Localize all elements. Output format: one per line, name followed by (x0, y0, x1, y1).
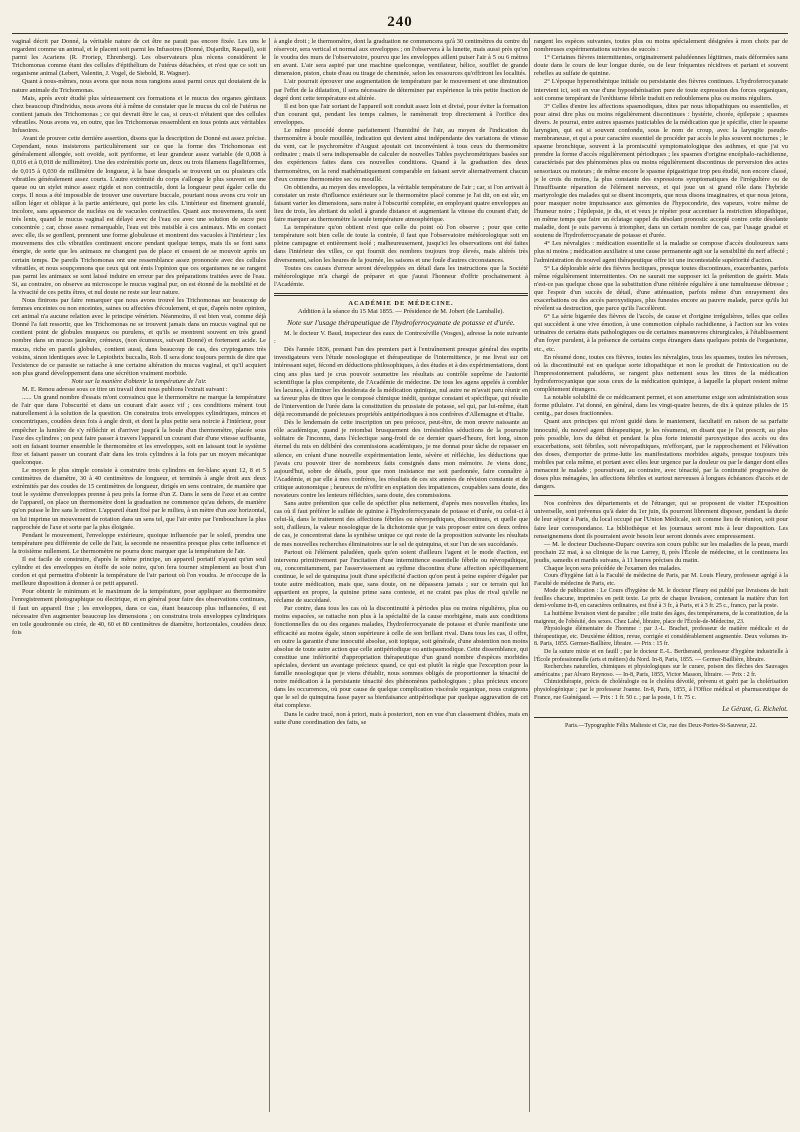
paragraph: L'air pourrait éprouver une augmentation de température par le mouvement et une diminution par l'effet de la dilatation, il sera nécessaire de déterminer par expérience la très petite fraction de degré dont cette température est altérée. (274, 78, 528, 102)
paragraph: vaginal décrit par Donné, la véritable nature de cet être ne parait pas encore fixée. Les uns le regardent comme un animal, et le placent soit parmi les Infusoires (Donné, Dujardin, Raspail), soit parmi les Acariens (R. Froriep, Ehrenberg). Les observateurs plus récens considèrent le Trichomonas comme étant des cellules d'épithélium de l'utérus détachées, et n'est que ce soit un organisme animal (Lebert, Valentin, J. Vogel, de Siebold, R. Wagner). (12, 38, 266, 78)
bibliography-section (534, 573, 788, 702)
paragraph: En résumé donc, toutes ces fièvres, toutes les névralgies, tous les spasmes, toutes les névroses, où la discontinuité est en quelque sorte idiopathique et non le produit de l'intoxication ou de l'impressionnement paludéens, se rangent plus nettement sous les titres de la médication hydroferrocyanique que sous ceux de la médication quinique, à laquelle la plupart restent même complètement étrangers. (534, 353, 788, 394)
paragraph: Le moyen le plus simple consiste à construire trois cylindres en fer-blanc ayant 12, 8 et 5 centimètres de diamètre, 30 à 40 centimètres de longueur, et terminés à angle droit aux deux extrémités par des coudes de 15 centimètres de longueur, dirigés en sens contraire, de manière que tout le système d'enveloppes prenne à peu près la forme d'un Z. Dans le sens de l'axe et au centre de l'appareil, on place un thermomètre dont la graduation ne commence qu'au dehors, de manière qu'on puisse le lire sans le retirer. L'appareil étant fixé par le milieu, à un mètre d'un axe horizontal, on lui imprime un mouvement de rotation dans un sens tel, que l'air entre par l'embouchure la plus rapprochée de l'axe et sorte par la plus éloignée. (12, 466, 266, 531)
paragraph: Chaque leçon sera précédée de l'examen des malades. (544, 565, 682, 572)
column-left (12, 38, 266, 1112)
paragraph: 1° Certaines fièvres intermittentes, originairement paludéennes légitimes, mais déformées sans doute dans le cours de leur longue durée, ou de leur fréquentes récidives et partant et souvent rebelles au sulfate de quinine. (534, 54, 788, 78)
paragraph: M. le docteur V. Baud, inspecteur des eaux de Contrexéville (Vosges), adresse la note suivante : (274, 330, 528, 346)
paragraph: Avant de prouver cette dernière assertion, disons que la description de Donné est assez précise. Cependant, nous insisterons particulièrement sur ce que la forme des Trichomonas est généralement allongée, soit ovoïde, soit pyriforme, et leur grandeur assez variable (de 0,008 à 0,016 et à 0,018 de millimètre). Une des extrémités porte un, deux ou trois filamens flagelliformes, de 0,015 à 0,030 de millimètre de longueur, à la base desquels se trouvent un ou plusieurs cils vibratiles généralement assez courts. L'autre extrémité du corps s'allonge le plus souvent en une queue ou un stylet mince assez rigide et non contractile, dont la longueur peut égaler celle du corps. Il nous a été impossible de trouver une ouverture buccale, pourtant nous avons cru voir un sillon léger et oblique à la partie antérieure, qui porte les cils. L'intérieur est finement granulé, incolore, sans apparence de nucléus ou de vacuoles contractiles. Quant aux mouvemens, ils sont très lents, quand le mucus vaginal est délayé avec de l'eau ou avec une solution de sucre peu concentrée ; car, chose assez remarquable, l'eau est très nuisible à ces animaux. Mis en contact avec elle, ils se gonflent, prennent une forme globuleuse et montrent des vacuoles à l'intérieur ; les mouvemens des cils vibratiles continuent encore pendant quelque temps, mais ils se font sans énergie, de sorte que les animaux ne changent pas de place et cessent de se mouvoir après un certain temps. De pareils Trichomonas ont une ressemblance assez prononcée avec des cellules vibratiles, et nous soupçonnons que ceux qui ont émis l'opinion que ces organismes ne se rangent pas parmi les animaux se sont laissé induire en erreur par des préparations traitées avec de l'eau. Si, au contraire, on observe au microscope le mucus vaginal pur, on est étonné de la mobilité et de la vivacité de ces petits êtres, et nul doute ne reste sur leur nature. (12, 135, 266, 296)
paragraph: 6° La série bigarrée des fièvres de l'accès, de cause et d'origine irrégulières, telles que celles qui succèdent à une vive émotion, à une commotion céphalo rachidienne, à l'action sur les voies urinaires de certains états pathologiques ou de certaines manœuvres chirurgicales, à l'établissement d'un foyer purulent, à la présence de certains corps étrangers dans quelques points de l'organisme, etc., etc. (534, 313, 788, 353)
paragraph: Sans autre prétention que celle de spécifier plus nettement, d'après mes nouvelles études, les cas où il faut préférer le sulfate de quinine à l'hydroferrocyanate de potasse et d'urée, ou celui-ci à celui-là, dans le traitement des affections fébriles ou névropathiques, discontinues, et quelle que soit, d'ailleurs, la valeur nosologique de la dichotomie que je vais proposer entre ces deux ordres de cas, je concentrerai dans la synthèse unique ce qui reste de la proposition suivante les résultats de mes nouvelles recherches éliminatoires sur le sel de quinquina, et sur l'un de ses succédanés. (274, 500, 528, 548)
paragraph: Le même procédé donne parfaitement l'humidité de l'air, au moyen de l'indication du thermomètre à boule mouillée, indication qui devient ainsi indépendante des variations de vitesse du vent, car le psychromètre d'August ajoutait cet inconvénient à tous ceux du thermomètre ordinaire ; mais il sera indispensable de calculer de nouvelles Tables psychrométriques basées sur des expériences faites dans ces nouvelles conditions. Quand à la graduation des deux thermomètres, on la rend mathématiquement comparable en faisant servir alternativement chacun d'eux comme thermomètre sec ou mouillé. (274, 127, 528, 183)
paragraph: Dans le cadre tracé, non à priori, mais à posteriori, non en vue d'un classement d'idées, mais en suite d'une coordination des faits, se (274, 710, 528, 726)
header-rule (12, 33, 788, 34)
session-line: Addition à la séance du 15 Mai 1855. — Présidence de M. Jobert (de Lamballe). (297, 308, 505, 315)
column-middle (274, 38, 528, 1112)
footer-rule (534, 717, 788, 718)
bibliography-entry: La huitième livraison vient de paraître ; elle traite des âges, des tempéramens, de la constitution, de la maigreur, de l'obésité, des sexes. Chez Labé, libraire, place de l'École-de-Médecine, 23. (534, 611, 788, 625)
paragraph: Pendant le mouvement, l'enveloppe extérieure, quoique influencée par le soleil, prendra une température peu différente de celle de l'air, la seconde ne ressentira presque plus cette influence et la troisième nullement. Le thermomètre ne pourra donc marquer que la température de l'air. (12, 531, 266, 555)
paragraph: La température qu'on obtient n'est que celle du point où l'on observe ; pour que cette température soit bien celle de toute la contrée, il faut que l'observatoire météorologique soit en pleine campagne et entièrement isolé ; malheureusement, jusqu'ici les observations ont été faites dans l'intérieur des villes, ce qui fournit des nombres toujours trop élevés, mais altérés très diversement, selon les heures de la journée, les saisons et une foule d'autres circonstances. (274, 224, 528, 264)
bibliography-entry: Mode de publication : Le Cours d'hygiène de M. le docteur Fleury est publié par livraisons de huit feuilles chacune, imprimées en petit texte. Le prix de chaque livraison, contenant la matière d'un fort demi-volume in-8, en caractères ordinaires, est fixé à 3 fr., à Paris, et à 3 fr. 25 c., franco, par la poste. (534, 588, 788, 610)
bibliography-entry: De la suture mixte et en fauill ; par le docteur E.-L. Bertherand, professeur d'hygiène industrielle à l'École professionnelle (arts et métiers) du Nord. In-8, Paris, 1855. — Germer-Baillière, libraire. (534, 649, 788, 663)
paragraph: Mais, après avoir étudié plus sérieusement ces formations et le mucus des organes génitaux chez beaucoup d'individus, nous avons été à même de constater que le mucus du col de l'utérus ne contient jamais des Trichomonas ; ce qui devrait être le cas, si ceux-ci n'étaient que des cellules vibratiles. Nous avons vu, en outre, que les Trichomonas ressemblent en tous points aux véritables Infusoires. (12, 94, 266, 135)
paragraph: 5° La déplorable série des fièvres hectiques, presque toutes discontinues, exacerbantes, parfois même régulièrement intermittentes. On ne saurait me supposer ici la prétention de guérir. Mais n'est-ce pas quelque chose que la substitution d'une réitérée régulière à une tumultueuse détresse ; que l'espoir d'un succès de détail, d'une atténuation, parfois même d'un enrayement des exacerbations ou des accès paroxystiques, plus funestes encore au pauvre malade, parce qu'ils lui révèlent sa destruction, que parce qu'ils l'accélèrent. (534, 264, 788, 313)
paragraph: rangent les espèces suivantes, toutes plus ou moins spécialement désignées à mon choix par de nombreuses expérimentations suivies de succès : (534, 38, 788, 54)
column-right (534, 38, 788, 1112)
paragraph: On obtiendra, au moyen des enveloppes, la véritable température de l'air ; car, si l'on arrivait à constater un reste d'influence extérieure sur le thermomètre placé comme je l'ai dit, on est sûr, en faisant varier les dimensions, sans nuire à l'obscurité complète, en employant quatre enveloppes au lieu de trois, les abritant du soleil à grande distance et augmentant la vitesse du courant d'air, de faire marquer au thermomètre la seule température atmosphérique. (274, 183, 528, 224)
paragraph: La notable solubilité de ce médicament permet, et son amertume exige son administration sous forme pilulaire. J'ai donné, en général, dans les vingt-quatre heures, de dix à quinze pilules de 15 centig., par doses fractionnées. (534, 394, 788, 418)
paragraph: à angle droit ; le thermomètre, dont la graduation ne commencera qu'à 30 centimètres du centre du réservoir, sera vertical et normal aux enveloppes ; on l'observera à la lunette, mais aussi près qu'on le voudra des murs de l'observatoire, pourvu que les enveloppes aillent puiser l'air à 5 ou 6 mètres en avant. L'air sera aspiré par une machine quelconque, ventilateur, hélice, soufflet de grande dimension, piston, chute d'eau ou tirage de cheminée, selon les ressources qu'offriront les localités. (274, 38, 528, 78)
note-title: Note sur l'usage thérapeutique de l'hydroferrocyanate de potasse et d'urée. (287, 318, 515, 328)
section-title: ACADÉMIE DE MÉDECINE. (348, 299, 454, 307)
paragraph: Dès l'année 1836, prenant l'un des premiers part à l'entraînement presque général des esprits investigateurs vers l'étude nosologique et thérapeutique de l'intermittence, je me livrai sur cet intéressant sujet, fécond en déductions philosophiques, à des études et à des expérimentations, dont cinq ans plus tard je crus pouvoir soumettre les résultats au contrôle suprême de l'autorité scientifique la plus compétente, de l'Académie de médecine. De tous les agens appelés à combler les lacunes, à éliminer les desiderata de la médication quinique, nul autre ne m'avait paru réunir en sa faveur plus de titres que le composé chimique inédit, quoique constant et spécifique, qui résulte de l'intervention de l'urée dans la constitution du prussiate de potasse, sel qui, par lui-même, était déjà recommandé de précieuses propriétés antipériodiques à nos confrères d'Allemagne et d'Italie. (274, 346, 528, 419)
paragraph: Pour obtenir le minimum et le maximum de la température, pour appliquer au thermomètre l'enregistrement photographique ou électrique, et en général pour faire des observations continues, il faut un appareil fixe ; les enveloppes, dans ce cas, étant beaucoup plus influencées, il est nécessaire d'en augmenter beaucoup les dimensions ; on construira trois enveloppes cylindriques en toile goudronnée ou cirée, de 40, 60 et 80 centimètres de diamètre, horizontales, coudées deux fois (12, 588, 266, 636)
bibliography-entry: Physiologie élémentaire de l'homme : par J.-L. Brachet, professeur de matière médicale et de thérapeutique, etc. Deuxième édition, revue, corrigée et considérablement augmentée. Deux volumes in-8. Paris, 1855. Germer-Baillière, libraire. — Prix : 15 fr. (534, 626, 788, 648)
paragraph: ...... Un grand nombre d'essais m'ont convaincu que le thermomètre ne marque la température de l'air que dans l'obscurité et dans un courant d'air assez vif ; ces conditions mènent tout naturellement à la solution de la question. On construira trois enveloppes cylindriques, minces et concentriques, coudées deux fois à angle droit, et dont la plus petite sera noircie à l'intérieur, pour empêcher la lumière de s'y réfléchir et d'arriver jusqu'à la boule d'un thermomètre, placée sous l'axe des cylindres ; on peut faire passer à travers l'appareil un courant d'air d'une vitesse suffisante, soit en faisant tourner ensemble le thermomètre et les enveloppes, soit en laissant tout le système fixe et faisant passer un courant d'air dans les trois cylindres à la fois par un moyen mécanique quelconque. (12, 394, 266, 466)
section-rule (274, 293, 528, 296)
paragraph: Par contre, dans tous les cas où la discontinuité à périodes plus ou moins régulières, plus ou moins espacées, se rattache non plus à la spécialité de la cause morbigène, mais aux conditions fonctionnelles du ou des organes malades, l'hydroferrocyanate de potasse et d'urée manifeste une efficacité au moins égale, sinon supérieure à celle de son brillant rival. Dans tous les cas, il offre, en outre la garantie d'une innocuité absolue, soit topique, soit générale, d'une abstention non moins absolue de toute autre action que celle antipériodique ou antispasmodique. Cette dissemblance, qui constitue une infériorité d'appropriation thérapeutique d'un grand nombre d'espèces morbides spéciales, devient un avantage précieux quand, ce qui est plutôt la règle que l'exception pour la famille nosologique que je viens d'établir, nous sommes obligés de proportionner la ténacité de notre médication à la persistante ténacité des phénomènes pathologiques ; plus précieux encore dans les occurrences, où pour cause de quelque complication viscérale organique, nous craignons que le sel de quinquina fasse payer sa bienfaisance antipériodique par quelque aggravation de cet état complexe. (274, 605, 528, 710)
paragraph: M. E. Renou adresse sous ce titre un travail dont nous publions l'extrait suivant : (22, 386, 228, 394)
manager-signature: Le Gérant, G. Richelot. (722, 705, 788, 714)
paragraph: Il est bon que l'air sortant de l'appareil soit conduit assez loin et divisé, pour éviter la formation d'un courant qui, pendant les temps calmes, le ramènerait trop directement à l'orifice des enveloppes. (274, 102, 528, 126)
bibliography-entry: Cours d'hygiène fait à la Faculté de médecine de Paris, par M. Louis Fleury, professeur agrégé à la Faculté de médecine de Paris, etc. (534, 573, 788, 587)
paragraph: 4° Les névralgies : médication essentielle si la maladie se compose d'accès douloureux sans plus ni moins ; médication auxiliaire si une cause permanente agit sur la sensibilité du nerf affecté ; l'administration du nouvel agent thérapeutique offre ici une incontestable supériorité d'action. (534, 240, 788, 264)
paragraph: Nous finirons par faire remarquer que nous avons trouvé les Trichomonas sur beaucoup de femmes enceintes ou non enceintes, saines ou affectées d'écoulement, et que, d'après notre opinion, cet animal n'a aucune relation avec le principe vénérien. Néanmoins, il est bien vrai, comme déjà Donné l'a fait ressortir, que les Trichomonas ne se trouvent jamais dans un mucus vaginal qui ne contient point de globules muqueux ou purulens, et qu'ils se montrent souvent en très grand nombre dans un mucus jaunâtre, crémeux, (non écumeux, suivant Donné) et fortement acide. Le mucus, riche en pareils globules, contient aussi, dans beaucoup de cas, des cryptogames très voisins, sinon identiques avec le Leptothrix buccalis, Rob. Il sera donc toujours permis de dire que l'existence de ce parasite se rattache à une certaine altération du mucus vaginal, et qu'il acquiert son plus grand développement dans une sécrétion vraiment morbide. (12, 297, 266, 377)
paragraph: Il est facile de construire, d'après le même principe, un appareil portatif n'ayant qu'un seul cylindre et des enveloppes en étoffe de soie noire, qu'on fera tourner simplement au bout d'un cordon et qui permettra d'obtenir la température de l'air partout où l'on voudra. Je m'occupe de la meilleure disposition à donner à ce petit appareil. (12, 556, 266, 588)
bibliography-entry: Chimiothérapie, précis de choléralogie ou le choléra dévoilé, prévenu et guéri par la cholérisation physiologénique ; par le professeur Joanne. In-8, Paris, 1855, à l'Office médical et pharmaceutique de France, rue Guénégaud. — Prix : 1 fr. 50 c. ; par la poste, 1 fr. 75 c. (534, 679, 788, 701)
column-separator (269, 38, 270, 1112)
column-separator (529, 38, 530, 1112)
paragraph: Quant aux principes qui m'ont guidé dans le maniement, facultatif en raison de sa parfaite innocuité, du nouvel agent thérapeutique, je les résumerai, en disant que je l'ai prescrit, au plus près possible, lors du début et pendant la plus forte intensité paroxystique des accès ou des exacerbations, soit fébriles, soit névropathiques, m'efforçant, par le rapprochement et l'élévation des doses, d'emporter de prime-lutte les manifestations morbides aiguës, presque toujours très mobiles par cela même, et portant avec elles leur urgence par la douleur ou par le danger dont elles menacent le malade ; poursuivant, au contraire, avec ténacité, par la continuité progressive de doses plus ménagées, les affections fébriles et surtout nerveuses à longues échéances d'accès et de dangers. (534, 418, 788, 491)
bibliography-entry: Recherches naturelles, chimiques et physiologiques sur le curare, poison des flèches des Sauvages américains ; par Alvaro Reynoso. — In-8, Paris, 1855, Victor Masson, libraire. — Prix : 2 fr. (534, 664, 788, 678)
printer-imprint: Paris.—Typographie Félix Malteste et Cie, rue des Deux-Portes-St-Sauveur, 22. (565, 723, 757, 730)
page-number: 240 (387, 14, 413, 30)
section-rule (534, 495, 788, 496)
paragraph: Dès le lendemain de cette inscription un peu précoce, peut-être, de mon œuvre naissante au rôle académique, quand je retombai brusquement des irrésistibles séductions de la poursuite solitaire de l'inconnu, dans l'éclectique sang-froid de ce dernier quart-d'heure, fort long, sinon éternel du mis en délibéré des commissions académiques, je me donnai pour tâche de repasser en silence, en créant d'une nouvelle expérimentation lente, sévère et réfléchie, les déductions que j'avais cru pouvoir tirer de nombreux faits consignés dans mon mémoire. Je viens donc, aujourd'hui, sobre de détails, pour que mon insistance me soit pardonnée, faire connaître à l'Académie, et par elle à mes confrères, les résultats de ces six années de révision constante et de critique autonomique ; heureux de m'offrir en expiation des impatiences, coupables sans doute, des novateurs contre les lenteurs réfléchies, sans doute, des commissions. (274, 419, 528, 499)
paragraph: 2° L'époque hyperesthénique initiale ou persistante des fièvres continues. L'hydroferrocyanate intervient ici, soit en vue d'une hyposthénisation pure de toute expression des forces organiques, soit comme tempérant de l'eréthisme fébrile traduit en redoublemens plus ou moins réguliers. (534, 78, 788, 102)
paragraph: 3° Celles d'entre les affections spasmodiques, dites par nous idiopathiques ou essentielles, et pour ainsi dire plus ou moins régulièrement discontinues : hystérie, chorée, épilepsie ; spasmes divers. Je pourrai, entre autres spasmes justiciables de la médication que je spécifie, citer le spasme laryngien, qui est si souvent confondu, sous le nom de croup, avec la laryngite pseudo-membraneuse, et qui a pour caractère essentiel de procéder par accès le plus souvent nocturnes ; le spasme bronchique, souvent à la promiscuité symptomatologique des asthmes, et que j'ai vu prendre la forme d'accès régulièrement périodiques ; les spasmes d'origine encéphalo-rachidienne, caractérisés par des phénomènes plus ou moins régulièrement discontinus de perversion des actes sensoriaux ou moteurs ; de même encore le spasme épigastrique trop peu étudié, non encore classé, je le crois du moins, la plus constante des expressions symptomatiques de l'irrégulière ou de l'insuffisante réparation de l'élément nerveux, et qui joue un si grand rôle dans l'hybride martyrologie des malades qui se disent incompris, que nous disons imaginaires, et que nous jetons, pour masquer notre impuissance aux gémonies de l'hypocondrie, des vapeurs, voire même de l'humeur noire ; l'épilepsie, je dis, et et veux je répéter pour accentuer la restriction idiopathique, en même temps que faire un éclatage rappel du désolant pronostic accepté contre cette désolante maladie, dont je suis parvenu à triompher, dans un certain nombre de cas, par l'usage gradué et soutenu de l'hydroferrocyanate de potasse et d'urée. (534, 102, 788, 240)
announcement: Nos confrères des départements et de l'étranger, qui se proposent de visiter l'Exposition universelle, sont prévenus qu'à dater du 1er juin, ils pourront librement disposer, pendant la durée de leur séjour à Paris, du local occupé par l'Union Médicale, soit comme lieu de réunion, soit pour faire leur correspondance. La bibliothèque et les journaux seront mis à leur disposition. Les renseignemens dont ils pourraient avoir besoin leur seront donnés avec empressement. (534, 500, 788, 540)
paragraph: Toutes ces causes d'erreur seront développées en détail dans les instructions que la Société météorologique m'a chargé de préparer et que j'aurai l'honneur d'offrir prochainement à l'Académie. (274, 264, 528, 288)
paragraph: Partout où l'élément paludéen, quels qu'en soient d'ailleurs l'agent et le mode d'action, est intervenu primitivement par l'incitation d'une intermittence essentielle fébrile ou névropathique, ou, concomitamment, par l'asservissement au rythme discontinu d'une affection spécifiquement continue, le sel de quinquina jouit d'une spécificité d'action qu'on peut à peine espérer d'égaler par toute autre médication, mais que, sans doute, on ne dépassera jamais ; sur ce terrain qui lui appartient en propre, la quinine prime sans conteste, et ne craint pas plus de rival qu'elle ne réclame de succédané. (274, 548, 528, 605)
paragraph: — M. le docteur Duchesne-Duparc ouvrira son cours public sur les maladies de la peau, mardi prochain 22 mai, à sa clinique de la rue Larrey, 8, près l'École de médecine, et le continuera les jeudis, samedis et mardis suivans, à 11 heures précises du matin. (534, 540, 788, 564)
section-heading: Note sur la manière d'obtenir la température de l'air. (71, 377, 207, 385)
paragraph: Quant à nous-mêmes, nous avons que nous nous rangions aussi parmi ceux qui doutaient de la nature animale du Trichomonas. (12, 78, 266, 94)
